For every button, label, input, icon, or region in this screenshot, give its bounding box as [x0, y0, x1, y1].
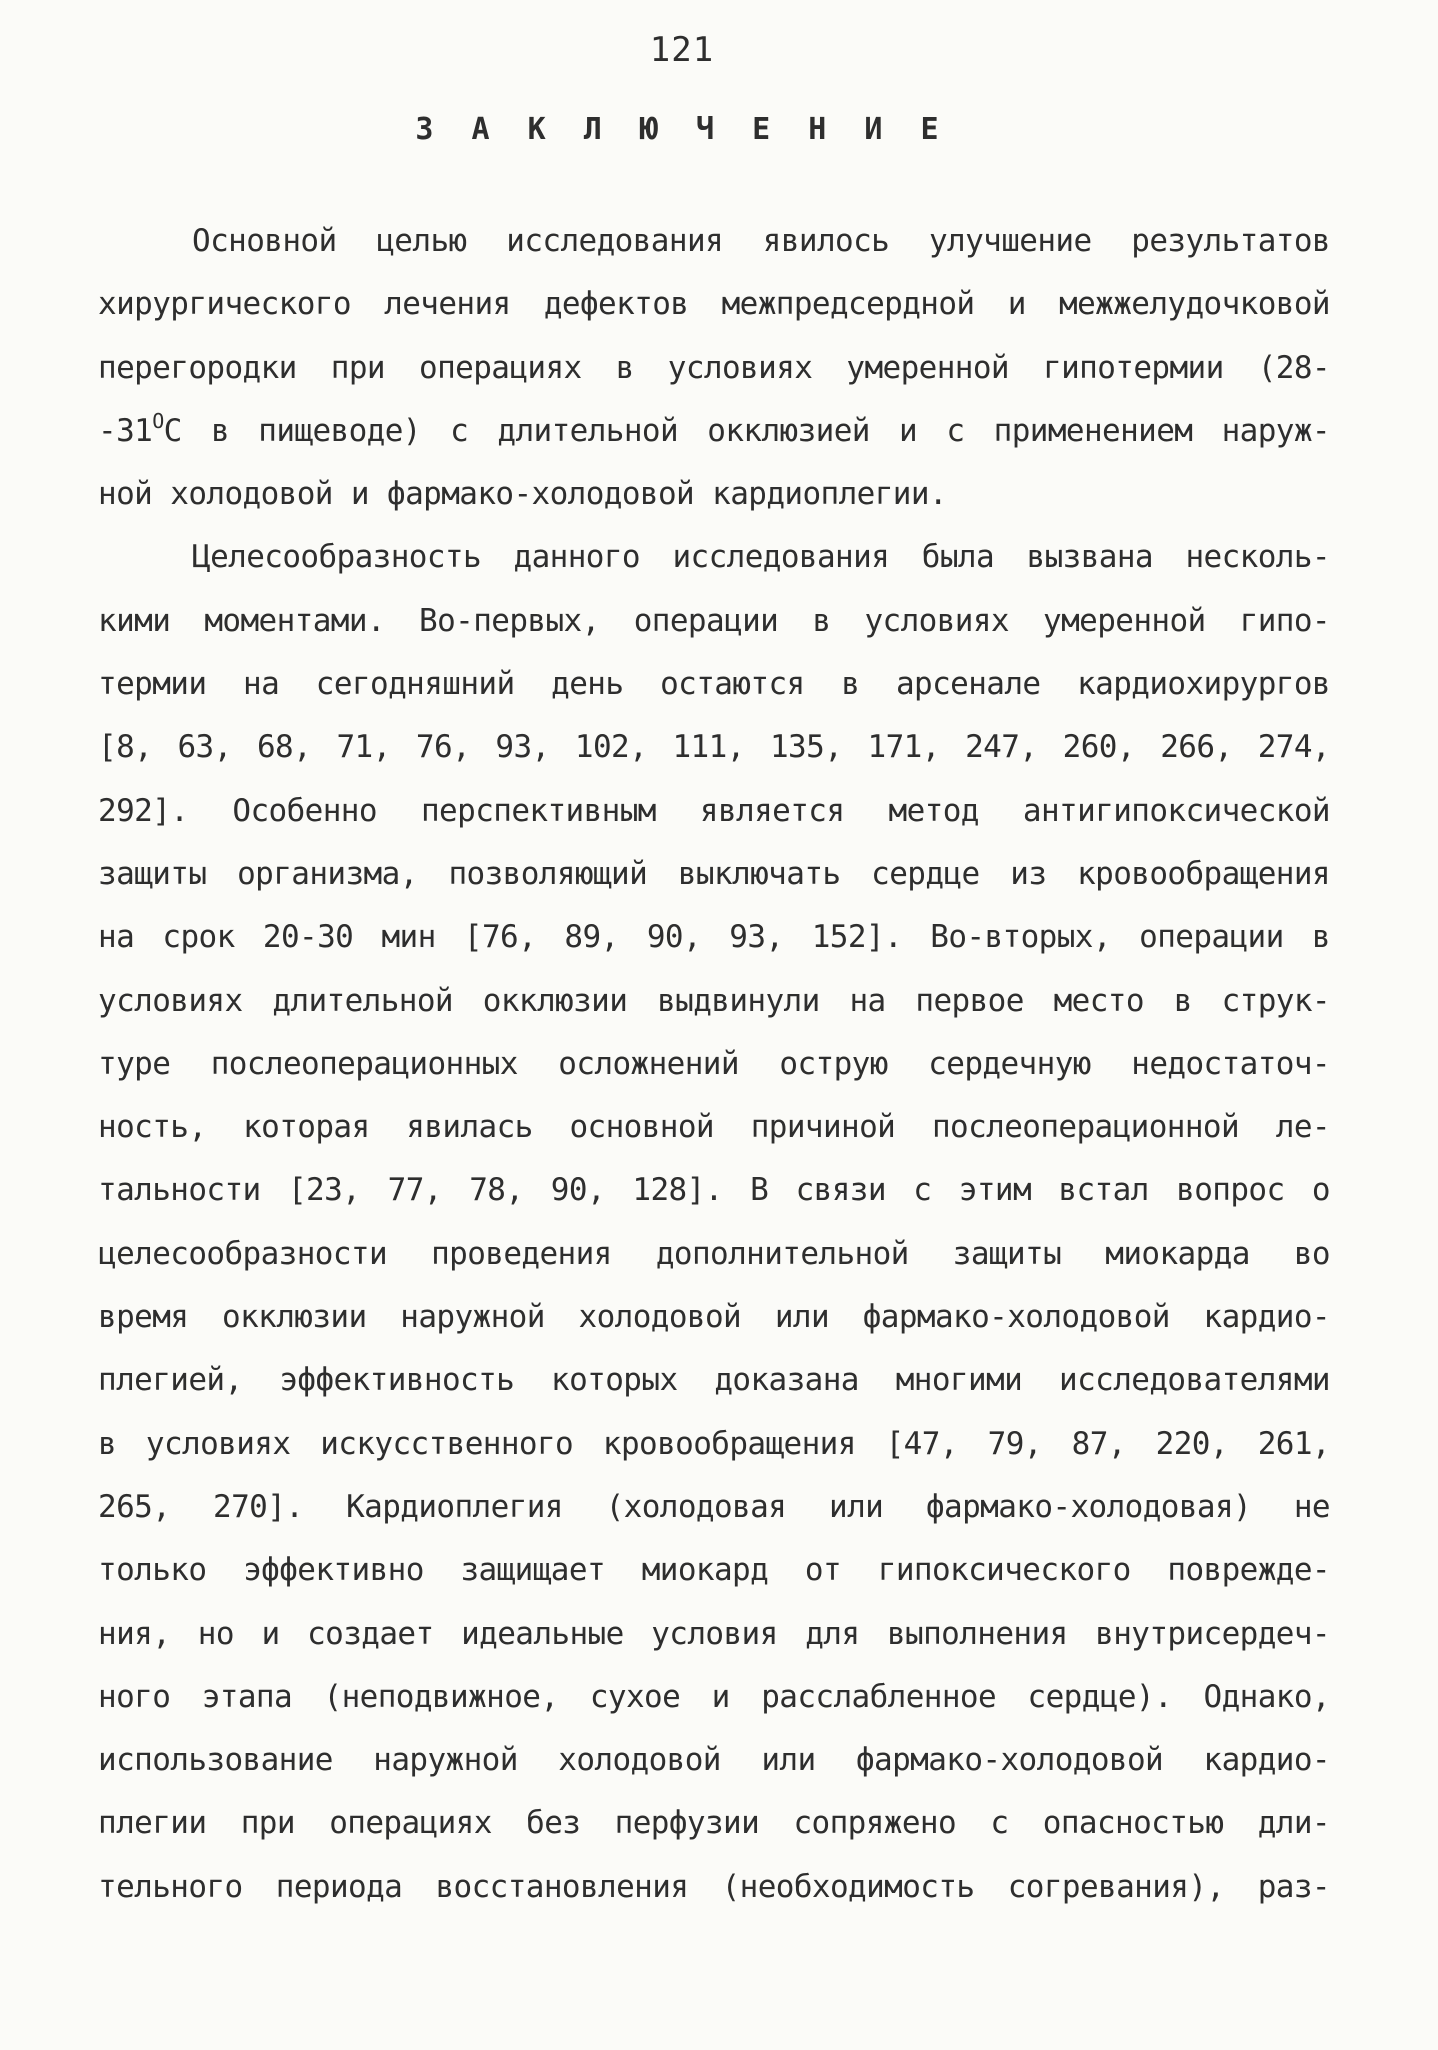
text-line: туре послеоперационных осложнений острую сердечную недостаточ-	[98, 1045, 1330, 1082]
text-line: время окклюзии наружной холодовой или фармако-холодовой кардио-	[98, 1299, 1330, 1336]
text-line: ния, но и создает идеальные условия для выполнения внутрисердеч-	[98, 1615, 1330, 1652]
text-line: плегии при операциях без перфузии сопряжено с опасностью дли-	[98, 1805, 1330, 1842]
text-line: кими моментами. Во-первых, операции в условиях умеренной гипо-	[98, 602, 1330, 639]
text-line: Целесообразность данного исследования была вызвана несколь-	[192, 539, 1330, 576]
text-line: защиты организма, позволяющий выключать сердце из кровообращения	[98, 855, 1330, 892]
text-line: использование наружной холодовой или фармако-холодовой кардио-	[98, 1742, 1330, 1779]
text-line: плегией, эффективность которых доказана многими исследователями	[98, 1362, 1330, 1399]
text-line: целесообразности проведения дополнительной защиты миокарда во	[98, 1235, 1330, 1272]
text-line-part: С в пищеводе) с длительной окклюзией и с применением наруж-	[163, 412, 1330, 449]
text-line-part: -31	[98, 412, 153, 449]
text-line: на срок 20-30 мин [76, 89, 90, 93, 152]. Во-вторых, операции в	[98, 919, 1330, 956]
text-line: перегородки при операциях в условиях умеренной гипотермии (28-	[98, 349, 1330, 386]
text-line: термии на сегодняшний день остаются в арсенале кардиохирургов	[98, 666, 1330, 703]
text-line: тальности [23, 77, 78, 90, 128]. В связи с этим встал вопрос о	[98, 1172, 1330, 1209]
body-text	[98, 210, 1330, 1919]
text-line: в условиях искусственного кровообращения [47, 79, 87, 220, 261,	[98, 1425, 1330, 1462]
text-line: ность, которая явилась основной причиной послеоперационной ле-	[98, 1109, 1330, 1146]
text-line: [8, 63, 68, 71, 76, 93, 102, 111, 135, 171, 247, 260, 266, 274,	[98, 729, 1330, 766]
text-line: только эффективно защищает миокард от гипоксического поврежде-	[98, 1552, 1330, 1589]
text-line	[98, 400, 1330, 463]
text-line: 292]. Особенно перспективным является метод антигипоксической	[98, 792, 1330, 829]
text-line: ного этапа (неподвижное, сухое и расслабленное сердце). Однако,	[98, 1678, 1330, 1715]
text-line: 265, 270]. Кардиоплегия (холодовая или фармако-холодовая) не	[98, 1488, 1330, 1525]
text-line: тельного периода восстановления (необходимость согревания), раз-	[98, 1868, 1330, 1905]
text-line: хирургического лечения дефектов межпредсердной и межжелудочковой	[98, 286, 1330, 323]
text-line: Основной целью исследования явилось улучшение результатов	[192, 223, 1330, 259]
page-number: 121	[649, 30, 715, 70]
text-line: ной холодовой и фармако-холодовой кардиоплегии.	[98, 476, 947, 513]
section-heading: З А К Л Ю Ч Е Н И Е	[415, 112, 949, 147]
text-line: условиях длительной окклюзии выдвинули на первое место в струк-	[98, 982, 1330, 1019]
degree-superscript: О	[152, 408, 164, 433]
